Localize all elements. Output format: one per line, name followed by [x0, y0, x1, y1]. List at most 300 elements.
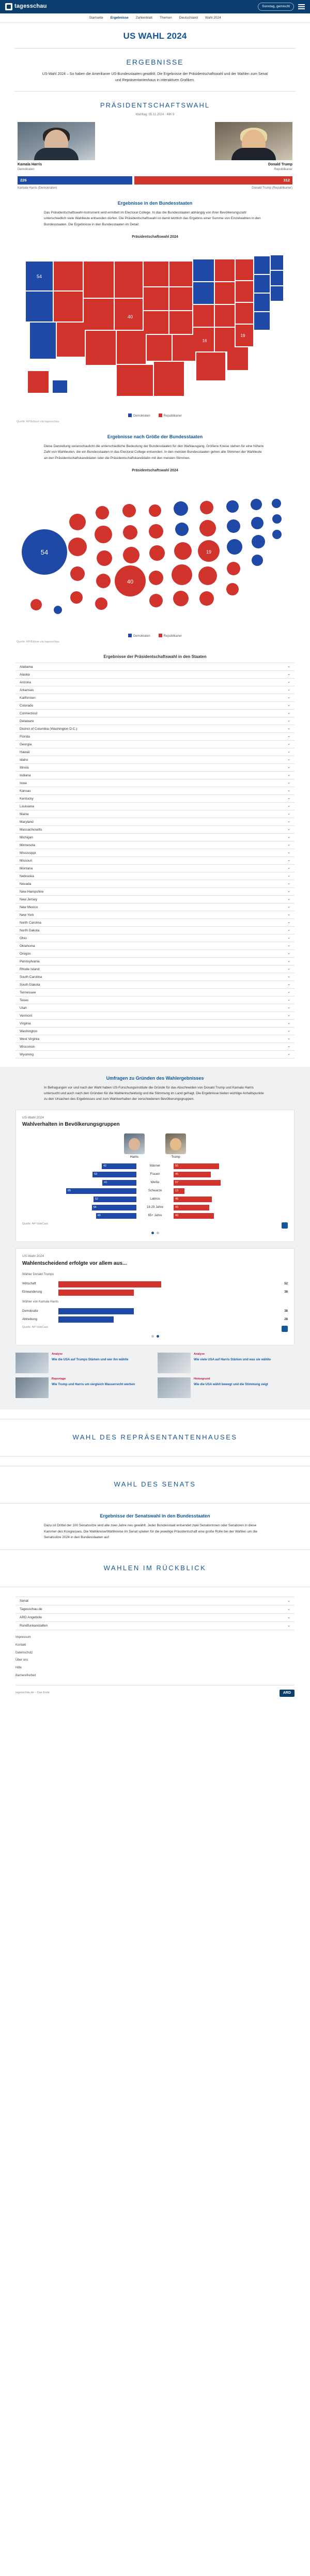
state-accordion-item[interactable] [16, 950, 295, 958]
presidential-heading: PRÄSIDENTSCHAFTSWAHL [100, 101, 210, 109]
candidate-name: Kamala Harris [18, 163, 42, 167]
logo-text [14, 3, 47, 11]
chevron-down-icon: ⌄ [287, 1615, 290, 1619]
page-title-band [0, 23, 310, 48]
chevron-down-icon: ⌄ [287, 727, 290, 731]
legend-dem: Demokraten [128, 413, 150, 419]
state-label: Arkansas [20, 688, 34, 692]
chevron-down-icon: ⌄ [287, 742, 290, 746]
teaser-list [16, 1353, 295, 1398]
teaser-thumbnail [158, 1353, 191, 1373]
weather-label: Sonntag, gemischt [262, 5, 290, 9]
reason-value: 28 [284, 1318, 288, 1322]
nav-item-0[interactable]: Startseite [89, 16, 103, 20]
footer-accordion-item[interactable] [16, 1622, 295, 1630]
state-label: Alabama [20, 665, 33, 669]
teaser-thumbnail [16, 1353, 49, 1373]
chevron-down-icon: ⌄ [287, 998, 290, 1002]
states-accordion-title: Ergebnisse der Präsidentschaftswahl in den Staaten [103, 654, 207, 659]
reason-value: 38 [284, 1310, 288, 1313]
nav-item-4[interactable]: Deutschland [179, 16, 198, 20]
state-label: Kansas [20, 789, 31, 793]
state-accordion-item[interactable] [16, 1020, 295, 1028]
nav-item-1[interactable]: Ergebnisse [110, 16, 129, 20]
chevron-down-icon: ⌄ [287, 928, 290, 932]
state-label: Louisiana [20, 804, 34, 808]
state-accordion-item[interactable] [16, 880, 295, 888]
state-accordion-item[interactable] [16, 996, 295, 1004]
state-accordion-item[interactable] [16, 826, 295, 834]
state-accordion-item[interactable] [16, 973, 295, 981]
chevron-down-icon: ⌄ [287, 851, 290, 855]
teaser-headline: Wie die USA wählt bewegt und die Stimmung zeigt [194, 1383, 268, 1387]
survey-section [0, 1067, 310, 1409]
dem-side [22, 1205, 136, 1210]
svg-text:19: 19 [206, 549, 212, 555]
group-bar-row [22, 1188, 288, 1194]
weather-pill[interactable] [258, 3, 294, 10]
teaser-text [194, 1377, 268, 1398]
state-accordion-item[interactable] [16, 741, 295, 748]
chevron-down-icon: ⌄ [287, 905, 290, 909]
rep-bar [174, 1180, 221, 1186]
svg-text:19: 19 [240, 333, 245, 339]
chevron-down-icon: ⌄ [287, 897, 290, 901]
state-accordion-item[interactable] [16, 710, 295, 717]
card-source-2: Quelle: AP VoteCast [22, 1326, 48, 1329]
state-accordion-item[interactable] [16, 694, 295, 702]
state-accordion-item[interactable] [16, 989, 295, 996]
chevron-down-icon: ⌄ [287, 804, 290, 808]
state-label: Virginia [20, 1021, 31, 1025]
bubble-map-legend [0, 634, 310, 639]
state-accordion-item[interactable] [16, 872, 295, 880]
group-bar-row [22, 1196, 288, 1203]
electoral-text: Das Präsidentschaftswahl-Instrument wird ermittelt im Electoral College. In das die Bundesstaaten abhängig von ihrer Bevölkerungszahl unterschiedlich viele Wahlleute entsenden dürfen. Die Präsidentschaftswahl ist damit letztlich das Ergebnis einer Summe von Einzelwahlen in den Bundesstaaten. Die Ergebnisse in den Bundesstaaten im Detail: [44, 210, 261, 226]
state-label: Oregon [20, 952, 31, 956]
group-label: 18-29 Jahre [146, 1206, 164, 1209]
state-label: Nevada [20, 882, 32, 886]
state-accordion-item[interactable] [16, 1012, 295, 1020]
footer-bottom [16, 1685, 295, 1706]
group-bar-chart [22, 1163, 288, 1219]
footer-link[interactable]: Kontakt [16, 1643, 26, 1647]
harris-thumb [124, 1133, 145, 1154]
state-accordion-item[interactable] [16, 942, 295, 950]
dem-side [22, 1172, 136, 1177]
state-accordion-item[interactable] [16, 679, 295, 686]
state-label: Rhode Island [20, 967, 40, 971]
state-accordion-item[interactable] [16, 934, 295, 942]
mini-candidate-trump [165, 1133, 186, 1160]
reason-track [58, 1281, 278, 1287]
state-accordion-item[interactable] [16, 803, 295, 810]
svg-text:16: 16 [202, 339, 207, 344]
rep-value: 13 [175, 1189, 179, 1193]
state-accordion-item[interactable] [16, 733, 295, 741]
teaser-row [16, 1377, 295, 1398]
rep-bar [174, 1205, 209, 1210]
group-label: Männer [149, 1164, 161, 1168]
state-accordion-item[interactable] [16, 748, 295, 756]
state-label: Utah [20, 1006, 27, 1010]
card-kicker-2: US-Wahl 2024 [22, 1254, 44, 1259]
state-label: Georgia [20, 742, 32, 746]
carousel-dots [22, 1232, 288, 1234]
card-candidates [22, 1133, 288, 1160]
reason-row [22, 1290, 288, 1296]
group-label: Weiße [150, 1181, 160, 1185]
top-bar [0, 0, 310, 13]
chevron-down-icon: ⌄ [287, 672, 290, 677]
reason-label: Abtreibung [22, 1318, 38, 1322]
carousel-dot2-0[interactable] [151, 1335, 154, 1338]
carousel-dot-1[interactable] [157, 1232, 159, 1234]
footer-link[interactable]: Datenschutz [16, 1651, 33, 1654]
state-label: New Jersey [20, 897, 37, 901]
candidate-trump [215, 122, 292, 172]
survey-card-reasons [16, 1248, 295, 1345]
teaser-item[interactable] [16, 1377, 152, 1398]
band-senate-title: WAHL DES SENATS [114, 1480, 196, 1489]
state-accordion-item[interactable] [16, 981, 295, 989]
dem-side [22, 1163, 136, 1169]
state-accordion-item[interactable] [16, 849, 295, 857]
candidate-party: Republikaner [274, 168, 292, 172]
state-accordion-item[interactable] [16, 903, 295, 911]
state-label: South Carolina [20, 975, 42, 979]
teaser-item[interactable] [158, 1353, 295, 1373]
state-label: New Hampshire [20, 890, 44, 894]
state-label: Tennessee [20, 990, 36, 994]
state-label: New York [20, 913, 34, 917]
state-label: Arizona [20, 680, 32, 684]
rep-side [174, 1172, 288, 1177]
ard-logo: ARD [280, 1690, 295, 1697]
state-label: Texas [20, 998, 28, 1002]
state-label: Vermont [20, 1014, 33, 1018]
card-footer [22, 1222, 288, 1229]
chevron-down-icon: ⌄ [287, 882, 290, 886]
teaser-text [52, 1353, 128, 1373]
dem-value: 42 [103, 1164, 106, 1168]
footer-accordion-item[interactable] [16, 1597, 295, 1605]
state-accordion-item[interactable] [16, 1051, 295, 1059]
state-label: Washington [20, 1029, 38, 1033]
legend-dem-2: Demokraten [128, 634, 150, 639]
state-accordion-item[interactable] [16, 927, 295, 934]
chevron-down-icon: ⌄ [287, 944, 290, 948]
chevron-down-icon: ⌄ [287, 936, 290, 940]
site-logo[interactable] [5, 3, 47, 11]
candidate-harris [18, 122, 95, 172]
svg-text:54: 54 [40, 548, 49, 557]
state-accordion-item[interactable] [16, 717, 295, 725]
state-label: Alaska [20, 672, 30, 677]
teaser-kicker: Analyse [194, 1353, 205, 1356]
card-title-2: Wahlentscheidend erfolgte vor allem aus... [22, 1260, 127, 1266]
dem-side [22, 1188, 136, 1194]
chevron-down-icon: ⌄ [287, 711, 290, 715]
map-title: Präsidentschaftswahl 2024 [132, 235, 178, 239]
hamburger-icon[interactable] [298, 4, 305, 9]
reason-value: 52 [284, 1282, 288, 1286]
chevron-down-icon: ⌄ [287, 1021, 290, 1025]
state-accordion-item[interactable] [16, 834, 295, 841]
footer-link[interactable]: Hilfe [16, 1666, 22, 1669]
dem-value: 85 [68, 1189, 71, 1193]
state-accordion-item[interactable] [16, 1035, 295, 1043]
state-label: North Carolina [20, 921, 41, 925]
rep-value: 45 [175, 1173, 179, 1176]
footer-link[interactable]: Impressum [16, 1636, 31, 1639]
reason-row [22, 1308, 288, 1314]
nav-item-2[interactable]: Zahlenblatt [135, 16, 152, 20]
rep-bar [174, 1213, 214, 1219]
state-label: Montana [20, 866, 33, 870]
state-accordion-item[interactable] [16, 958, 295, 965]
chevron-down-icon: ⌄ [287, 781, 290, 785]
state-accordion-item[interactable] [16, 911, 295, 919]
chevron-down-icon: ⌄ [287, 1607, 290, 1611]
chevron-down-icon: ⌄ [287, 820, 290, 824]
reason-bar [58, 1281, 161, 1287]
chevron-down-icon: ⌄ [287, 952, 290, 956]
map-legend [0, 413, 310, 419]
state-label: Maine [20, 812, 29, 816]
state-label: Kalifornien [20, 696, 36, 700]
chevron-down-icon: ⌄ [287, 913, 290, 917]
results-intro: US-Wahl 2024 – So haben die Amerikaner US-Bundesstaaten gewählt: Die Ergebnisse der Präsidentschaftswahl und der Wahlen zum Senat und Repräsentantenhaus in interaktiven Grafiken. [42, 72, 268, 82]
reason-label: Einwanderung [22, 1291, 42, 1294]
rep-value: 46 [175, 1198, 179, 1201]
footer-accordion-label: ARD Angebote [20, 1615, 42, 1619]
chevron-down-icon: ⌄ [287, 921, 290, 925]
reason-bar [58, 1316, 114, 1323]
group-bar-row [22, 1213, 288, 1219]
rep-side [174, 1163, 288, 1169]
state-label: Nebraska [20, 874, 34, 878]
state-accordion-item[interactable] [16, 779, 295, 787]
dem-bar [92, 1172, 136, 1177]
rep-side [174, 1205, 288, 1210]
state-label: Wisconsin [20, 1045, 35, 1049]
state-label: District of Columbia (Washington D.C.) [20, 727, 78, 731]
state-accordion-item[interactable] [16, 764, 295, 772]
svg-text:54: 54 [36, 274, 42, 280]
carousel-dot2-1[interactable] [157, 1335, 159, 1338]
teaser-item[interactable] [158, 1377, 295, 1398]
reasons-harris-chart [22, 1308, 288, 1323]
state-label: West Virginia [20, 1037, 40, 1041]
dem-side [22, 1197, 136, 1202]
state-accordion-item[interactable] [16, 865, 295, 872]
state-accordion-item[interactable] [16, 1043, 295, 1051]
survey-intro: In Befragungen vor und nach der Wahl haben US-Forschungsinstitute die Gründe für das Abschneiden von Donald Trump und Kamala Harris untersucht und auch nach den Gründen für die Wahlentscheidung und die Stimmung im Land gefragt. Die Ergebnisse bieten wichtige Anhaltspunkte zu den Ursachen des Ergebnisses und zum Wahlverhalten der verschiedenen Bevölkerungsgruppen. [44, 1086, 264, 1101]
state-label: Kentucky [20, 796, 34, 801]
mini-candidate-harris [124, 1133, 145, 1160]
chevron-down-icon: ⌄ [287, 796, 290, 801]
bubble-map[interactable] [16, 474, 295, 632]
footer-link[interactable]: Barrierefreiheit [16, 1674, 36, 1677]
page-title: US WAHL 2024 [123, 31, 187, 41]
rep-value: 57 [175, 1181, 179, 1185]
state-accordion-item[interactable] [16, 671, 295, 679]
group-bar-row [22, 1171, 288, 1178]
chevron-down-icon: ⌄ [287, 789, 290, 793]
state-label: Pennsylvania [20, 959, 40, 963]
senate-states-text: Dazu ist Drittel der 100 Senatssitze wird alle zwei Jahre neu gewählt. Jeder Bundesstaat entsendet zwei Senatorinnen oder Senatoren in diese Kammer des Kongresses. Die Wahlkreise/Wahlkreise im Senat spielen für die jeweilige Präsidentschaft eine große Rolle bei der Wahlen um die Senatssitze 2024 in den Bundesstaaten auf: [44, 1524, 257, 1539]
dem-bar [102, 1163, 136, 1169]
state-accordion-item[interactable] [16, 663, 295, 671]
reason-label: Wirtschaft [22, 1282, 36, 1286]
state-accordion-item[interactable] [16, 1004, 295, 1012]
teaser-headline: Wie Trump und Harris um vergleich Wasserrecht werben [52, 1383, 135, 1387]
legend-rep: Republikaner [159, 413, 182, 419]
teaser-kicker: Analyse [52, 1353, 63, 1356]
bubble-map-svg [16, 474, 295, 630]
harris-portrait [18, 122, 95, 160]
chevron-down-icon: ⌄ [287, 827, 290, 832]
carousel-dot-0[interactable] [151, 1232, 154, 1234]
group-label: Frauen [150, 1173, 160, 1176]
chevron-down-icon: ⌄ [287, 765, 290, 770]
state-accordion-item[interactable] [16, 787, 295, 795]
chevron-down-icon: ⌄ [287, 874, 290, 878]
chevron-down-icon: ⌄ [287, 866, 290, 870]
state-accordion-item[interactable] [16, 965, 295, 973]
group-label: Schwarze [148, 1189, 162, 1193]
state-label: Missouri [20, 858, 33, 863]
state-accordion-item[interactable] [16, 888, 295, 896]
footer-accordion [16, 1597, 295, 1630]
footer-accordion-label: Senat [20, 1599, 28, 1603]
band-house [0, 1419, 310, 1456]
chevron-down-icon: ⌄ [287, 843, 290, 847]
chevron-down-icon: ⌄ [287, 975, 290, 979]
teaser-row [16, 1353, 295, 1373]
state-label: Ohio [20, 936, 27, 940]
state-accordion-item[interactable] [16, 756, 295, 764]
dem-value: 49 [97, 1214, 101, 1218]
rep-side [174, 1213, 288, 1219]
electoral-map[interactable] [16, 241, 295, 411]
band-senate [0, 1466, 310, 1504]
card-title: Wahlverhalten in Bevölkerungsgruppen [22, 1121, 120, 1127]
band-retro [0, 1550, 310, 1587]
state-accordion-item[interactable] [16, 702, 295, 710]
state-label: Delaware [20, 719, 34, 723]
state-label: Idaho [20, 758, 28, 762]
share-icon[interactable] [282, 1222, 288, 1229]
footer-accordion-item[interactable] [16, 1614, 295, 1622]
mini-name: Trump [171, 1156, 180, 1159]
group-label: 65+ Jahre [148, 1214, 162, 1218]
chevron-down-icon: ⌄ [287, 1045, 290, 1049]
copyright-text: tagesschau.de – Das Erste [16, 1691, 50, 1695]
chevron-down-icon: ⌄ [287, 1623, 290, 1628]
state-accordion-item[interactable] [16, 772, 295, 779]
dem-side [22, 1180, 136, 1186]
chevron-down-icon: ⌄ [287, 1052, 290, 1056]
chevron-down-icon: ⌄ [287, 959, 290, 963]
teaser-text [52, 1377, 135, 1398]
state-accordion-item[interactable] [16, 818, 295, 826]
divider [14, 48, 296, 49]
candidate-row [0, 122, 310, 172]
teaser-kicker: Hintergrund [194, 1377, 210, 1381]
footer-accordion-item[interactable] [16, 1605, 295, 1614]
state-accordion-item[interactable] [16, 686, 295, 694]
presidential-subheading: Wahltag: 05.11.2024 · 48h 9 [135, 113, 175, 116]
svg-text:40: 40 [127, 314, 133, 320]
reason-track [58, 1316, 278, 1323]
state-accordion-item[interactable] [16, 725, 295, 733]
bar-rep: 312 [134, 176, 292, 185]
candidate-party: Demokraten [18, 168, 35, 172]
state-label: Maryland [20, 820, 34, 824]
rep-bar [174, 1163, 219, 1169]
teaser-item[interactable] [16, 1353, 152, 1373]
chevron-down-icon: ⌄ [287, 1006, 290, 1010]
band-house-title: WAHL DES REPRÄSENTANTENHAUSES [72, 1433, 238, 1442]
chevron-down-icon: ⌄ [287, 703, 290, 708]
teaser-thumbnail [158, 1377, 191, 1398]
state-label: Florida [20, 734, 30, 739]
state-label: Connecticut [20, 711, 38, 715]
card-sub-1: Wähler Donald Trumps [22, 1273, 54, 1277]
state-label: Wyoming [20, 1052, 34, 1056]
dem-value: 53 [94, 1173, 98, 1176]
us-map-svg [16, 241, 295, 411]
dem-bar [96, 1213, 136, 1219]
footer-accordion-label: Tagesschau.de [20, 1607, 42, 1611]
footer-link[interactable]: Über uns [16, 1659, 28, 1662]
nav-item-3[interactable]: Themen [159, 16, 172, 20]
nav-item-5[interactable]: Wahl 2024 [205, 16, 221, 20]
carousel-dots-2 [22, 1335, 288, 1338]
chevron-down-icon: ⌄ [287, 696, 290, 700]
state-accordion-item[interactable] [16, 810, 295, 818]
senate-states-heading: Ergebnisse der Senatswahl in den Bundesstaaten [100, 1513, 210, 1519]
state-accordion-item[interactable] [16, 795, 295, 803]
state-accordion-item[interactable] [16, 857, 295, 865]
brand-name: tagesschau [14, 3, 47, 10]
teaser-kicker: Reportage [52, 1377, 66, 1381]
chevron-down-icon: ⌄ [287, 967, 290, 971]
state-label: Minnesota [20, 843, 35, 847]
share-icon-2[interactable] [282, 1326, 288, 1332]
state-accordion-item[interactable] [16, 896, 295, 903]
state-accordion-item[interactable] [16, 919, 295, 927]
group-bar-row [22, 1179, 288, 1186]
chevron-down-icon: ⌄ [287, 750, 290, 754]
group-bar-row [22, 1163, 288, 1170]
state-accordion-item[interactable] [16, 841, 295, 849]
state-label: Indiana [20, 773, 31, 777]
chevron-down-icon: ⌄ [287, 680, 290, 684]
logo-icon [5, 3, 12, 10]
group-bar-row [22, 1204, 288, 1211]
reason-row [22, 1281, 288, 1287]
teaser-headline: Wie die USA auf Trumps Stärken und wer ihn wählte [52, 1358, 129, 1362]
survey-heading: Umfragen zu Gründen des Wahlergebnisses [106, 1076, 204, 1081]
trump-portrait [215, 122, 292, 160]
survey-card-groups [16, 1110, 295, 1243]
state-accordion-item[interactable] [16, 1028, 295, 1035]
chevron-down-icon: ⌄ [287, 688, 290, 692]
card-sub-2: Wähler von Kamala Harris [22, 1300, 59, 1304]
